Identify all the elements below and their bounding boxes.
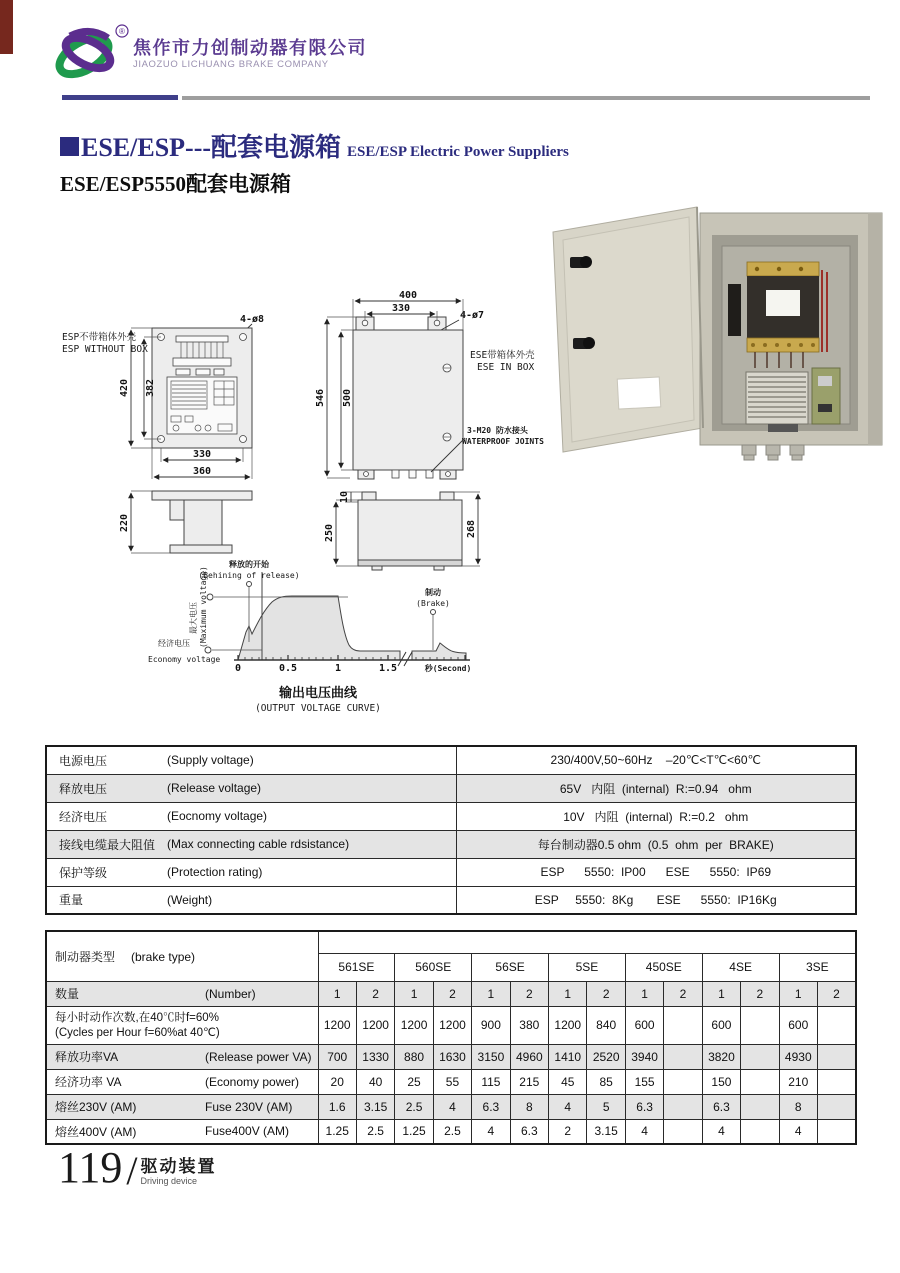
product-photo (553, 207, 882, 460)
esp-dim-220: 220 (119, 513, 130, 533)
brake-number-row-label (46, 981, 318, 1006)
logo-swirl-icon (50, 22, 132, 88)
output-voltage-curve (148, 559, 471, 714)
brake-data-row-0-value: 840 (587, 1006, 625, 1044)
company-name-en: JIAOZUO LICHUANG BRAKE COMPANY (133, 58, 329, 70)
heading-en: ESE/ESP Electric Power Suppliers (347, 144, 569, 160)
footer-section (141, 1152, 217, 1188)
brake-data-row-1-value: 4960 (510, 1044, 548, 1069)
brake-data-row-3 (46, 1094, 856, 1119)
brake-data-row-2-value: 85 (587, 1069, 625, 1094)
brake-data-row-3-value: 8 (510, 1094, 548, 1119)
curve-caption-en: (OUTPUT VOLTAGE CURVE) (255, 703, 381, 714)
brake-data-row-2-value: 25 (395, 1069, 433, 1094)
brake-data-row-1-label (46, 1044, 318, 1069)
page-number: 119 (58, 1143, 123, 1192)
brake-data-row-2-label-cn: 经济功率 VA (55, 1075, 122, 1089)
x-axis-unit: 秒(Second) (424, 664, 472, 673)
brake-data-row-2-value: 115 (472, 1069, 510, 1094)
footer-section-cn: 驱动装置 (140, 1156, 217, 1176)
brake-data-row-2-value: 155 (625, 1069, 663, 1094)
brake-data-row-1-label-cn: 释放功率VA (55, 1050, 119, 1064)
brake-data-row-0-value (741, 1006, 779, 1044)
brake-data-row-2-value: 210 (779, 1069, 817, 1094)
spec-label-cell (46, 802, 456, 830)
section-heading (60, 127, 569, 164)
spec-row (46, 774, 856, 802)
brake-data-row-4-value: 1.25 (395, 1119, 433, 1144)
page-footer (58, 1143, 217, 1193)
spec-row (46, 858, 856, 886)
esp-dim-420: 420 (119, 378, 130, 398)
brake-data-row-0-value (817, 1006, 856, 1044)
x-tick-0: 0 (234, 663, 242, 674)
esp-dim-382: 382 (145, 378, 156, 398)
company-name-block (133, 38, 367, 71)
spec-value-cell: 230/400V,50~60Hz –20℃<T℃<60℃ (456, 746, 856, 774)
brake-data-row-1-value (817, 1044, 856, 1069)
brake-data-row-0-value: 600 (702, 1006, 740, 1044)
spec-value-cell: ESP 5550: 8Kg ESE 5550: IP16Kg (456, 886, 856, 914)
y-label-eco-en: Economy voltage (148, 655, 221, 664)
spec-label-cn: 接线电缆最大阻值 (59, 837, 156, 852)
technical-drawings (0, 195, 900, 745)
brake-data-row-4-label (46, 1119, 318, 1144)
esp-dim-360: 360 (192, 466, 212, 477)
brake-data-row-0-value: 1200 (356, 1006, 394, 1044)
brake-data-row-4-value: 4 (702, 1119, 740, 1144)
brake-number-row-value: 1 (395, 981, 433, 1006)
ese-dim-400: 400 (398, 290, 418, 301)
brake-data-row-2-value (817, 1069, 856, 1094)
brake-data-row-2-value: 45 (549, 1069, 587, 1094)
brake-data-row-1-value (741, 1044, 779, 1069)
brake-number-row-value: 1 (549, 981, 587, 1006)
spec-value-cell: 10V 内阻 (internal) R:=0.2 ohm (456, 802, 856, 830)
brake-type-header: 560SE (395, 953, 472, 981)
curve-caption-cn: 输出电压曲线 (278, 685, 358, 700)
brake-data-row-0-value: 600 (625, 1006, 663, 1044)
company-logo (50, 22, 132, 93)
brake-data-row-3-value: 6.3 (472, 1094, 510, 1119)
ese-joints-cn: 3-M20 防水接头 (467, 426, 528, 435)
spec-label-en: (Supply voltage) (167, 753, 254, 768)
brake-data-row-0-value: 1200 (318, 1006, 356, 1044)
brake-number-row-value: 2 (587, 981, 625, 1006)
heading-cn: ESE/ESP---配套电源箱 (81, 133, 342, 162)
brake-data-row-4-value: 2.5 (356, 1119, 394, 1144)
brake-type-header: 3SE (779, 953, 856, 981)
footer-section-en: Driving device (140, 1175, 198, 1186)
brake-data-row-0-value: 600 (779, 1006, 817, 1044)
brake-data-row-1-value: 700 (318, 1044, 356, 1069)
brake-data-row-1-value: 3820 (702, 1044, 740, 1069)
brake-data-row-0-value (664, 1006, 702, 1044)
esp-side-drawing (119, 491, 252, 553)
brake-data-row-1-value: 880 (395, 1044, 433, 1069)
esp-dim-330: 330 (192, 449, 212, 460)
brake-header-spacer-row (46, 931, 856, 953)
brake-data-row-3-value (817, 1094, 856, 1119)
brake-data-row-3-value (741, 1094, 779, 1119)
brake-data-row-2 (46, 1069, 856, 1094)
header-rule-purple (62, 95, 178, 100)
ese-side-drawing (324, 491, 480, 570)
page-corner-bar (0, 0, 13, 54)
brake-table-wrap (45, 930, 857, 1145)
brake-data-row-2-value (741, 1069, 779, 1094)
brake-number-row-value: 1 (779, 981, 817, 1006)
brake-data-row-3-value: 5 (587, 1094, 625, 1119)
spec-row (46, 830, 856, 858)
y-label-max-cn: 最大电压 (189, 602, 198, 634)
footer-slash: / (126, 1147, 138, 1193)
spec-label-cell (46, 774, 456, 802)
brake-data-row-0-value: 1200 (549, 1006, 587, 1044)
spec-row (46, 886, 856, 914)
brake-data-row-3-value: 3.15 (356, 1094, 394, 1119)
brake-number-row-value: 1 (625, 981, 663, 1006)
brake-number-row-value: 2 (356, 981, 394, 1006)
brake-number-row-value: 2 (817, 981, 856, 1006)
brake-data-row-1-value: 3150 (472, 1044, 510, 1069)
spec-label-en: (Max connecting cable rdsistance) (167, 837, 350, 851)
brake-corner-cell (46, 931, 318, 981)
brake-number-row (46, 981, 856, 1006)
brake-data-row-4-value: 1.25 (318, 1119, 356, 1144)
brake-data-row-4-value: 2.5 (433, 1119, 471, 1144)
brake-data-row-0 (46, 1006, 856, 1044)
brake-data-row-3-value: 4 (549, 1094, 587, 1119)
brake-number-row-value: 1 (702, 981, 740, 1006)
spec-label-en: (Protection rating) (167, 865, 263, 879)
brake-data-row-4-value: 2 (549, 1119, 587, 1144)
brake-data-row-1-value: 2520 (587, 1044, 625, 1069)
brake-data-row-2-value: 40 (356, 1069, 394, 1094)
brake-corner-cn: 制动器类型 (55, 949, 116, 964)
brake-data-row-3-value (664, 1094, 702, 1119)
brake-data-row-4 (46, 1119, 856, 1144)
brake-number-row-value: 2 (664, 981, 702, 1006)
spec-table (45, 745, 857, 915)
brake-data-row-2-value: 215 (510, 1069, 548, 1094)
brake-data-row-2-label-en: (Economy power) (205, 1074, 300, 1089)
brake-data-row-0-label-cn: 每小时动作次数,在40℃时f=60% (55, 1012, 219, 1025)
brake-type-header: 450SE (625, 953, 702, 981)
brake-type-header: 5SE (549, 953, 626, 981)
brake-data-row-2-value: 150 (702, 1069, 740, 1094)
ese-label-cn: ESE带箱体外壳 (470, 350, 535, 361)
brake-data-row-4-value: 4 (472, 1119, 510, 1144)
brake-number-row-value: 1 (472, 981, 510, 1006)
spec-label-cell (46, 858, 456, 886)
ese-label-en: ESE IN BOX (477, 362, 535, 373)
brake-data-row-4-label-en: Fuse400V (AM) (205, 1124, 290, 1139)
brake-data-row-4-value: 4 (779, 1119, 817, 1144)
spec-table-wrap (45, 745, 857, 915)
x-tick-15: 1.5 (378, 663, 398, 674)
brake-data-row-1-label-en: (Release power VA) (205, 1049, 312, 1064)
ese-dim-250: 250 (324, 523, 335, 543)
spec-value-cell: 每台制动器0.5 ohm (0.5 ohm per BRAKE) (456, 830, 856, 858)
brake-data-row-2-label (46, 1069, 318, 1094)
ese-joints-en: WATERPROOF JOINTS (462, 437, 544, 446)
x-tick-05: 0.5 (278, 663, 298, 674)
esp-front-drawing (62, 314, 264, 479)
spec-label-en: (Release voltage) (167, 781, 262, 795)
brake-data-row-0-label (46, 1006, 318, 1044)
brake-data-row-0-value: 1200 (433, 1006, 471, 1044)
brake-number-row-label-cn: 数量 (55, 987, 80, 1001)
brake-data-row-4-value (741, 1119, 779, 1144)
spec-label-cn: 重量 (59, 893, 84, 908)
spec-label-cell (46, 830, 456, 858)
brake-data-row-0-value: 900 (472, 1006, 510, 1044)
brake-data-row-3-value: 4 (433, 1094, 471, 1119)
brake-corner-en: (brake type) (131, 949, 196, 964)
brake-number-row-value: 2 (510, 981, 548, 1006)
release-annotation-en: (Behining of release) (198, 571, 300, 580)
brake-annotation-en: (Brake) (416, 599, 450, 608)
ese-dim-10: 10 (339, 490, 350, 504)
brake-data-row-3-value: 6.3 (702, 1094, 740, 1119)
brake-data-row-4-value: 4 (625, 1119, 663, 1144)
spec-row (46, 746, 856, 774)
spec-value-cell: ESP 5550: IP00 ESE 5550: IP69 (456, 858, 856, 886)
brake-data-row-0-value: 380 (510, 1006, 548, 1044)
brake-number-row-value: 2 (741, 981, 779, 1006)
brake-data-row-1-value: 1630 (433, 1044, 471, 1069)
spec-label-cn: 经济电压 (59, 809, 108, 824)
brake-header-blank (318, 931, 856, 953)
y-label-eco-cn: 经济电压 (158, 639, 190, 648)
ese-front-drawing (315, 290, 544, 479)
brake-data-row-0-value: 1200 (395, 1006, 433, 1044)
spec-label-cn: 释放电压 (59, 781, 108, 796)
brake-annotation-cn: 制动 (425, 588, 441, 597)
brake-data-row-0-label-en: (Cycles per Hour f=60%at 40℃) (55, 1027, 220, 1039)
y-label-max-en: (Maximum voltage) (199, 566, 208, 648)
ese-dim-546: 546 (315, 388, 326, 408)
brake-number-row-value: 2 (433, 981, 471, 1006)
brake-data-row-2-value (664, 1069, 702, 1094)
registered-mark: ® (119, 27, 125, 36)
brake-data-row-3-label-cn: 熔丝230V (AM) (55, 1100, 137, 1114)
brake-type-header: 4SE (702, 953, 779, 981)
brake-table (45, 930, 857, 1145)
company-name-cn: 焦作市力创制动器有限公司 (133, 38, 367, 58)
x-tick-1: 1 (334, 663, 342, 674)
brake-number-row-label-en: (Number) (205, 986, 256, 1001)
brake-data-row-3-value: 2.5 (395, 1094, 433, 1119)
brake-data-row-4-value (817, 1119, 856, 1144)
brake-data-row-3-value: 8 (779, 1094, 817, 1119)
brake-data-row-4-value: 3.15 (587, 1119, 625, 1144)
heading-square-icon (60, 137, 79, 156)
spec-row (46, 802, 856, 830)
ese-holes-label: 4-ø7 (460, 310, 485, 321)
model-subtitle: ESE/ESP5550配套电源箱 (60, 172, 292, 196)
ese-dim-500: 500 (342, 388, 353, 408)
esp-label-en: ESP WITHOUT BOX (62, 344, 148, 355)
ese-dim-330: 330 (391, 303, 411, 314)
brake-data-row-3-value: 1.6 (318, 1094, 356, 1119)
brake-data-row-2-value: 55 (433, 1069, 471, 1094)
brake-data-row-3-label (46, 1094, 318, 1119)
brake-data-row-3-label-en: Fuse 230V (AM) (205, 1099, 293, 1114)
brake-number-row-value: 1 (318, 981, 356, 1006)
release-annotation-cn: 释放的开始 (229, 560, 269, 569)
brake-data-row-1-value: 3940 (625, 1044, 663, 1069)
brake-data-row-1 (46, 1044, 856, 1069)
brake-data-row-1-value: 4930 (779, 1044, 817, 1069)
esp-label-cn: ESP不带箱体外壳 (62, 332, 137, 343)
brake-data-row-4-value: 6.3 (510, 1119, 548, 1144)
brake-data-row-2-value: 20 (318, 1069, 356, 1094)
spec-label-en: (Weight) (167, 892, 213, 907)
brake-data-row-1-value: 1410 (549, 1044, 587, 1069)
brake-type-header: 56SE (472, 953, 549, 981)
spec-label-cell (46, 886, 456, 914)
esp-holes-label: 4-ø8 (240, 314, 265, 325)
spec-value-cell: 65V 内阻 (internal) R:=0.94 ohm (456, 774, 856, 802)
brake-data-row-3-value: 6.3 (625, 1094, 663, 1119)
brake-data-row-4-label-cn: 熔丝400V (AM) (55, 1124, 137, 1139)
brake-data-row-1-value: 1330 (356, 1044, 394, 1069)
spec-label-cn: 电源电压 (59, 753, 108, 768)
brake-type-header: 561SE (318, 953, 395, 981)
spec-label-cn: 保护等级 (59, 865, 108, 880)
ese-dim-268: 268 (466, 519, 477, 539)
brake-data-row-1-value (664, 1044, 702, 1069)
spec-label-en: (Eocnomy voltage) (167, 809, 268, 823)
spec-label-cell (46, 746, 456, 774)
header-rule-gray (182, 96, 870, 100)
brake-data-row-4-value (664, 1119, 702, 1144)
